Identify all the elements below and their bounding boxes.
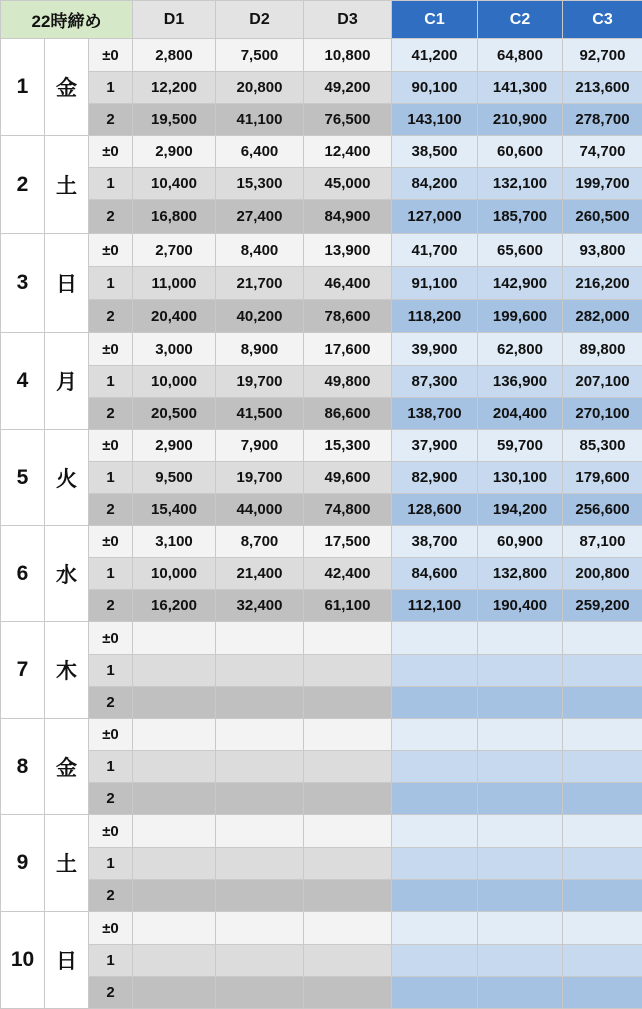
cell-c2: 65,600 (478, 234, 563, 267)
level-label: 1 (89, 366, 133, 398)
cell-c3 (563, 655, 642, 687)
cell-c3 (563, 912, 642, 945)
header-row (1, 1, 642, 39)
cell-c1: 84,200 (392, 168, 478, 200)
table-row (1, 267, 642, 300)
cell-d3: 49,600 (304, 462, 392, 494)
cell-d2 (216, 783, 304, 815)
cell-c1 (392, 977, 478, 1009)
cell-d1: 9,500 (133, 462, 216, 494)
table-row (1, 104, 642, 136)
cell-c3: 74,700 (563, 136, 642, 168)
cell-d3: 15,300 (304, 430, 392, 462)
weekday: 日 (45, 234, 89, 333)
cell-d3: 13,900 (304, 234, 392, 267)
cell-c3 (563, 977, 642, 1009)
cell-d2 (216, 977, 304, 1009)
cell-d2 (216, 945, 304, 977)
cell-d2: 21,400 (216, 558, 304, 590)
cell-d1: 11,000 (133, 267, 216, 300)
cell-c2 (478, 687, 563, 719)
cell-c2: 194,200 (478, 494, 563, 526)
day-number: 5 (1, 430, 45, 526)
cell-d2: 32,400 (216, 590, 304, 622)
table-row (1, 200, 642, 234)
cell-d3: 76,500 (304, 104, 392, 136)
table-row (1, 72, 642, 104)
cell-c1 (392, 945, 478, 977)
cell-d1: 16,800 (133, 200, 216, 234)
cell-d2: 20,800 (216, 72, 304, 104)
level-label: 2 (89, 200, 133, 234)
table-body (1, 39, 642, 1009)
cell-d1: 3,100 (133, 526, 216, 558)
cell-c3: 256,600 (563, 494, 642, 526)
table-row (1, 300, 642, 333)
cell-c1: 138,700 (392, 398, 478, 430)
table-row (1, 494, 642, 526)
cell-c1: 90,100 (392, 72, 478, 104)
col-header-c1: C1 (392, 1, 478, 39)
cell-c2 (478, 945, 563, 977)
table-row (1, 655, 642, 687)
table-row (1, 977, 642, 1009)
cell-c2 (478, 719, 563, 751)
cell-d1 (133, 751, 216, 783)
col-header-d3: D3 (304, 1, 392, 39)
cell-c3 (563, 751, 642, 783)
cell-c1 (392, 815, 478, 848)
cell-c1: 38,700 (392, 526, 478, 558)
level-label: 1 (89, 751, 133, 783)
cell-c3: 213,600 (563, 72, 642, 104)
level-label: ±0 (89, 136, 133, 168)
cell-d2 (216, 655, 304, 687)
cell-c2: 136,900 (478, 366, 563, 398)
cell-d1 (133, 945, 216, 977)
cell-c1: 87,300 (392, 366, 478, 398)
cell-d3 (304, 848, 392, 880)
weekday: 火 (45, 430, 89, 526)
col-header-c3: C3 (563, 1, 642, 39)
cell-d3 (304, 783, 392, 815)
cell-c3 (563, 622, 642, 655)
cell-d1: 2,800 (133, 39, 216, 72)
table-row (1, 751, 642, 783)
level-label: 1 (89, 655, 133, 687)
weekday: 土 (45, 815, 89, 912)
cell-c2: 130,100 (478, 462, 563, 494)
cell-c1: 143,100 (392, 104, 478, 136)
level-label: ±0 (89, 333, 133, 366)
cell-c3 (563, 945, 642, 977)
table-row (1, 39, 642, 72)
level-label: ±0 (89, 430, 133, 462)
cell-d3 (304, 655, 392, 687)
cell-d2 (216, 687, 304, 719)
cell-c1 (392, 751, 478, 783)
table-row (1, 398, 642, 430)
cell-d1: 20,400 (133, 300, 216, 333)
table-row (1, 848, 642, 880)
cell-d3 (304, 880, 392, 912)
cell-c2 (478, 912, 563, 945)
cell-c2: 210,900 (478, 104, 563, 136)
weekday: 土 (45, 136, 89, 234)
level-label: ±0 (89, 39, 133, 72)
cell-d2: 40,200 (216, 300, 304, 333)
cell-c2: 64,800 (478, 39, 563, 72)
level-label: ±0 (89, 234, 133, 267)
cell-c2 (478, 848, 563, 880)
cell-d1: 2,700 (133, 234, 216, 267)
cell-d2 (216, 912, 304, 945)
level-label: 2 (89, 494, 133, 526)
cell-d2 (216, 880, 304, 912)
cell-d3: 84,900 (304, 200, 392, 234)
cell-d2: 21,700 (216, 267, 304, 300)
table-title: 22時締め (1, 1, 133, 39)
cell-d2: 7,500 (216, 39, 304, 72)
cell-d2: 8,700 (216, 526, 304, 558)
cell-c1 (392, 783, 478, 815)
cell-d2: 19,700 (216, 462, 304, 494)
cell-c3: 259,200 (563, 590, 642, 622)
cell-d1: 20,500 (133, 398, 216, 430)
level-label: 2 (89, 104, 133, 136)
table-row (1, 168, 642, 200)
cell-c3: 199,700 (563, 168, 642, 200)
cell-c1: 112,100 (392, 590, 478, 622)
cell-c2: 141,300 (478, 72, 563, 104)
cell-d3: 86,600 (304, 398, 392, 430)
table-row (1, 462, 642, 494)
cell-c2 (478, 977, 563, 1009)
cell-c1: 39,900 (392, 333, 478, 366)
cell-d2: 8,900 (216, 333, 304, 366)
cell-c2: 199,600 (478, 300, 563, 333)
level-label: ±0 (89, 622, 133, 655)
cell-d2: 6,400 (216, 136, 304, 168)
level-label: 1 (89, 462, 133, 494)
cell-c2 (478, 622, 563, 655)
cell-d1: 10,400 (133, 168, 216, 200)
cell-d3: 46,400 (304, 267, 392, 300)
table-row (1, 366, 642, 398)
cell-d1 (133, 815, 216, 848)
cell-d3: 78,600 (304, 300, 392, 333)
level-label: 2 (89, 590, 133, 622)
level-label: 1 (89, 558, 133, 590)
cell-d3 (304, 977, 392, 1009)
cell-c1 (392, 719, 478, 751)
table-row (1, 558, 642, 590)
cell-c2: 60,600 (478, 136, 563, 168)
cell-c3: 207,100 (563, 366, 642, 398)
level-label: 2 (89, 880, 133, 912)
cell-c2: 62,800 (478, 333, 563, 366)
cell-d1: 10,000 (133, 366, 216, 398)
cell-c3: 85,300 (563, 430, 642, 462)
cell-c3: 179,600 (563, 462, 642, 494)
cell-c1: 128,600 (392, 494, 478, 526)
table-row (1, 622, 642, 655)
cell-d3 (304, 815, 392, 848)
cell-c3: 200,800 (563, 558, 642, 590)
weekday: 月 (45, 333, 89, 430)
cell-c2: 190,400 (478, 590, 563, 622)
cell-d1 (133, 977, 216, 1009)
cell-d1: 3,000 (133, 333, 216, 366)
cell-d3: 17,600 (304, 333, 392, 366)
level-label: 1 (89, 168, 133, 200)
cell-c2: 204,400 (478, 398, 563, 430)
cell-d3 (304, 687, 392, 719)
cell-d1: 12,200 (133, 72, 216, 104)
cell-c2: 60,900 (478, 526, 563, 558)
cell-c3 (563, 687, 642, 719)
level-label: 1 (89, 848, 133, 880)
cell-d3: 74,800 (304, 494, 392, 526)
cell-c2: 59,700 (478, 430, 563, 462)
level-label: 2 (89, 687, 133, 719)
cell-c1: 84,600 (392, 558, 478, 590)
cell-c1: 41,200 (392, 39, 478, 72)
cell-d3 (304, 751, 392, 783)
cell-c3: 92,700 (563, 39, 642, 72)
cell-d2: 15,300 (216, 168, 304, 200)
table-row (1, 783, 642, 815)
level-label: 2 (89, 300, 133, 333)
weekday: 金 (45, 39, 89, 136)
cell-c2 (478, 783, 563, 815)
cell-c2: 132,800 (478, 558, 563, 590)
table-row (1, 430, 642, 462)
cell-c1 (392, 912, 478, 945)
cell-c2: 132,100 (478, 168, 563, 200)
level-label: 2 (89, 977, 133, 1009)
weekday: 日 (45, 912, 89, 1009)
table-row (1, 912, 642, 945)
cell-d1 (133, 719, 216, 751)
cell-d1 (133, 912, 216, 945)
day-number: 1 (1, 39, 45, 136)
day-number: 6 (1, 526, 45, 622)
cell-d3: 61,100 (304, 590, 392, 622)
table-row (1, 719, 642, 751)
cell-d2: 8,400 (216, 234, 304, 267)
cell-c3: 87,100 (563, 526, 642, 558)
level-label: 2 (89, 783, 133, 815)
cell-c3 (563, 880, 642, 912)
table-row (1, 526, 642, 558)
cell-d3: 12,400 (304, 136, 392, 168)
cell-c1: 38,500 (392, 136, 478, 168)
cell-d3: 17,500 (304, 526, 392, 558)
day-number: 9 (1, 815, 45, 912)
cell-d3 (304, 622, 392, 655)
cell-d3 (304, 912, 392, 945)
weekday: 木 (45, 622, 89, 719)
cell-d3: 49,200 (304, 72, 392, 104)
cell-c1: 82,900 (392, 462, 478, 494)
cell-c3 (563, 815, 642, 848)
cell-d1 (133, 655, 216, 687)
cell-c2 (478, 880, 563, 912)
cell-d2 (216, 719, 304, 751)
cell-c1: 91,100 (392, 267, 478, 300)
cell-d3: 45,000 (304, 168, 392, 200)
cell-c1 (392, 622, 478, 655)
weekday: 水 (45, 526, 89, 622)
col-header-d2: D2 (216, 1, 304, 39)
cell-d2: 41,100 (216, 104, 304, 136)
level-label: 1 (89, 945, 133, 977)
cell-d1: 2,900 (133, 430, 216, 462)
table-row (1, 136, 642, 168)
day-number: 10 (1, 912, 45, 1009)
col-header-d1: D1 (133, 1, 216, 39)
cell-c3 (563, 783, 642, 815)
cell-c3 (563, 719, 642, 751)
cell-d3: 49,800 (304, 366, 392, 398)
cell-d1 (133, 783, 216, 815)
cell-c1: 127,000 (392, 200, 478, 234)
day-number: 8 (1, 719, 45, 815)
cell-d1 (133, 880, 216, 912)
table-row (1, 945, 642, 977)
cell-c3: 93,800 (563, 234, 642, 267)
cell-c1: 41,700 (392, 234, 478, 267)
table-row (1, 590, 642, 622)
cell-c1 (392, 848, 478, 880)
day-number: 7 (1, 622, 45, 719)
level-label: ±0 (89, 912, 133, 945)
cell-d2 (216, 848, 304, 880)
cell-d1 (133, 687, 216, 719)
cell-c2 (478, 655, 563, 687)
cell-d1: 10,000 (133, 558, 216, 590)
day-number: 2 (1, 136, 45, 234)
cell-d3 (304, 945, 392, 977)
cell-d3: 42,400 (304, 558, 392, 590)
cell-c3 (563, 848, 642, 880)
cell-c3: 282,000 (563, 300, 642, 333)
level-label: 2 (89, 398, 133, 430)
cell-d2: 44,000 (216, 494, 304, 526)
weekday: 金 (45, 719, 89, 815)
cell-d2: 41,500 (216, 398, 304, 430)
level-label: ±0 (89, 526, 133, 558)
level-label: ±0 (89, 719, 133, 751)
day-number: 4 (1, 333, 45, 430)
cell-c1: 37,900 (392, 430, 478, 462)
cell-d2 (216, 815, 304, 848)
cell-c1 (392, 880, 478, 912)
level-label: 1 (89, 267, 133, 300)
table-row (1, 880, 642, 912)
cell-c3: 260,500 (563, 200, 642, 234)
cell-d2: 7,900 (216, 430, 304, 462)
level-label: ±0 (89, 815, 133, 848)
cell-d1 (133, 622, 216, 655)
cell-c2: 142,900 (478, 267, 563, 300)
cell-d1: 19,500 (133, 104, 216, 136)
day-number: 3 (1, 234, 45, 333)
cell-c2 (478, 751, 563, 783)
cell-c1 (392, 655, 478, 687)
table-row (1, 815, 642, 848)
cell-c3: 278,700 (563, 104, 642, 136)
col-header-c2: C2 (478, 1, 563, 39)
table-row (1, 234, 642, 267)
cell-d2 (216, 751, 304, 783)
cell-d3 (304, 719, 392, 751)
cell-d1: 15,400 (133, 494, 216, 526)
cell-c3: 89,800 (563, 333, 642, 366)
table-row (1, 333, 642, 366)
cell-c2: 185,700 (478, 200, 563, 234)
cell-c3: 270,100 (563, 398, 642, 430)
cell-c1 (392, 687, 478, 719)
cell-d1: 16,200 (133, 590, 216, 622)
cell-d2 (216, 622, 304, 655)
cell-d1: 2,900 (133, 136, 216, 168)
cell-d1 (133, 848, 216, 880)
cell-d2: 27,400 (216, 200, 304, 234)
table-row (1, 687, 642, 719)
cell-d3: 10,800 (304, 39, 392, 72)
cell-d2: 19,700 (216, 366, 304, 398)
cell-c2 (478, 815, 563, 848)
cell-c1: 118,200 (392, 300, 478, 333)
level-label: 1 (89, 72, 133, 104)
cell-c3: 216,200 (563, 267, 642, 300)
